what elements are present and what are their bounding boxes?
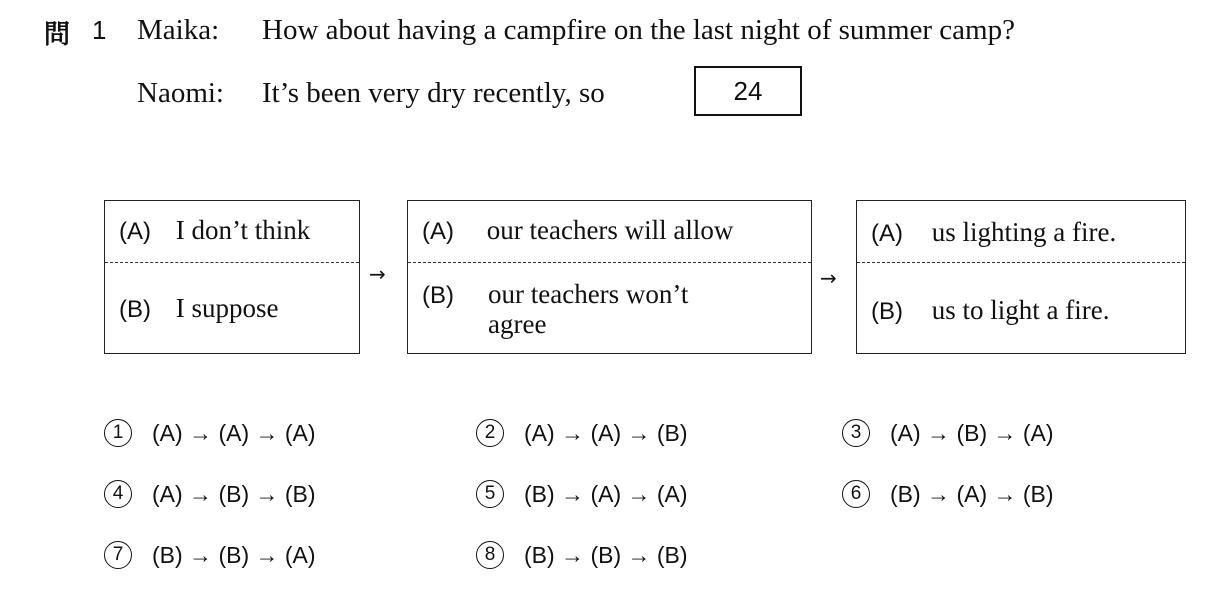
- box1-a-text: I don’t think: [175, 215, 311, 245]
- choice-8-sequence: (B) → (B) → (B): [524, 541, 688, 568]
- box2-option-b: [422, 279, 811, 339]
- blank-label: 24: [733, 75, 763, 106]
- box3-option-a: [871, 217, 1185, 248]
- box3-a-text: us lighting a fire.: [931, 217, 1117, 247]
- choice-1-number: 1: [104, 419, 132, 447]
- choice-3-sequence: (A) → (B) → (A): [890, 419, 1054, 446]
- arrow-1: →: [369, 262, 386, 286]
- choice-3-number: 3: [842, 419, 870, 447]
- box2-b-text-line2: agree: [488, 309, 547, 339]
- box1-b-text: I suppose: [175, 293, 279, 323]
- choice-5-sequence: (B) → (A) → (A): [524, 480, 688, 507]
- choice-6[interactable]: [842, 480, 1054, 508]
- choice-1-sequence: (A) → (A) → (A): [152, 419, 316, 446]
- choice-6-sequence: (B) → (A) → (B): [890, 480, 1054, 507]
- box1-option-b: [119, 293, 359, 324]
- choice-4-number: 4: [104, 480, 132, 508]
- speaker-maika: Maika:: [137, 14, 220, 46]
- choice-4[interactable]: [104, 480, 316, 508]
- choice-8-number: 8: [476, 541, 504, 569]
- box2-b-text-line1: our teachers won’t: [488, 279, 689, 309]
- choice-4-sequence: (A) → (B) → (B): [152, 480, 316, 507]
- choice-2[interactable]: [476, 419, 688, 447]
- box1-option-a: [119, 215, 359, 246]
- phrase-box-1: [104, 200, 360, 354]
- choice-2-number: 2: [476, 419, 504, 447]
- line-maika: How about having a campfire on the last night of summer camp?: [262, 14, 1015, 46]
- box1-divider: [105, 262, 359, 263]
- question-marker: 問: [44, 20, 73, 50]
- box2-b-label: (B): [422, 282, 454, 309]
- choice-5[interactable]: [476, 480, 688, 508]
- choice-2-sequence: (A) → (A) → (B): [524, 419, 688, 446]
- box1-a-label: (A): [119, 218, 151, 245]
- box3-b-text: us to light a fire.: [931, 295, 1110, 325]
- choice-5-number: 5: [476, 480, 504, 508]
- question-number: 1: [92, 15, 107, 45]
- box2-option-a: [422, 215, 811, 246]
- choice-7[interactable]: [104, 541, 316, 569]
- box3-a-label: (A): [871, 220, 903, 247]
- phrase-box-2: [407, 200, 812, 354]
- box1-b-label: (B): [119, 296, 151, 323]
- box3-divider: [857, 262, 1185, 263]
- speaker-naomi: Naomi:: [137, 77, 224, 109]
- box2-divider: [408, 262, 811, 263]
- choice-7-sequence: (B) → (B) → (A): [152, 541, 316, 568]
- choice-8[interactable]: [476, 541, 688, 569]
- box2-a-label: (A): [422, 218, 454, 245]
- arrow-2: →: [820, 266, 837, 290]
- box2-a-text: our teachers will allow: [486, 215, 734, 245]
- box3-option-b: [871, 295, 1185, 326]
- phrase-box-3: [856, 200, 1186, 354]
- line-naomi: It’s been very dry recently, so: [262, 77, 605, 109]
- box3-b-label: (B): [871, 298, 903, 325]
- choice-3[interactable]: [842, 419, 1054, 447]
- answer-blank[interactable]: [694, 66, 802, 116]
- choice-6-number: 6: [842, 480, 870, 508]
- choice-7-number: 7: [104, 541, 132, 569]
- choice-1[interactable]: [104, 419, 316, 447]
